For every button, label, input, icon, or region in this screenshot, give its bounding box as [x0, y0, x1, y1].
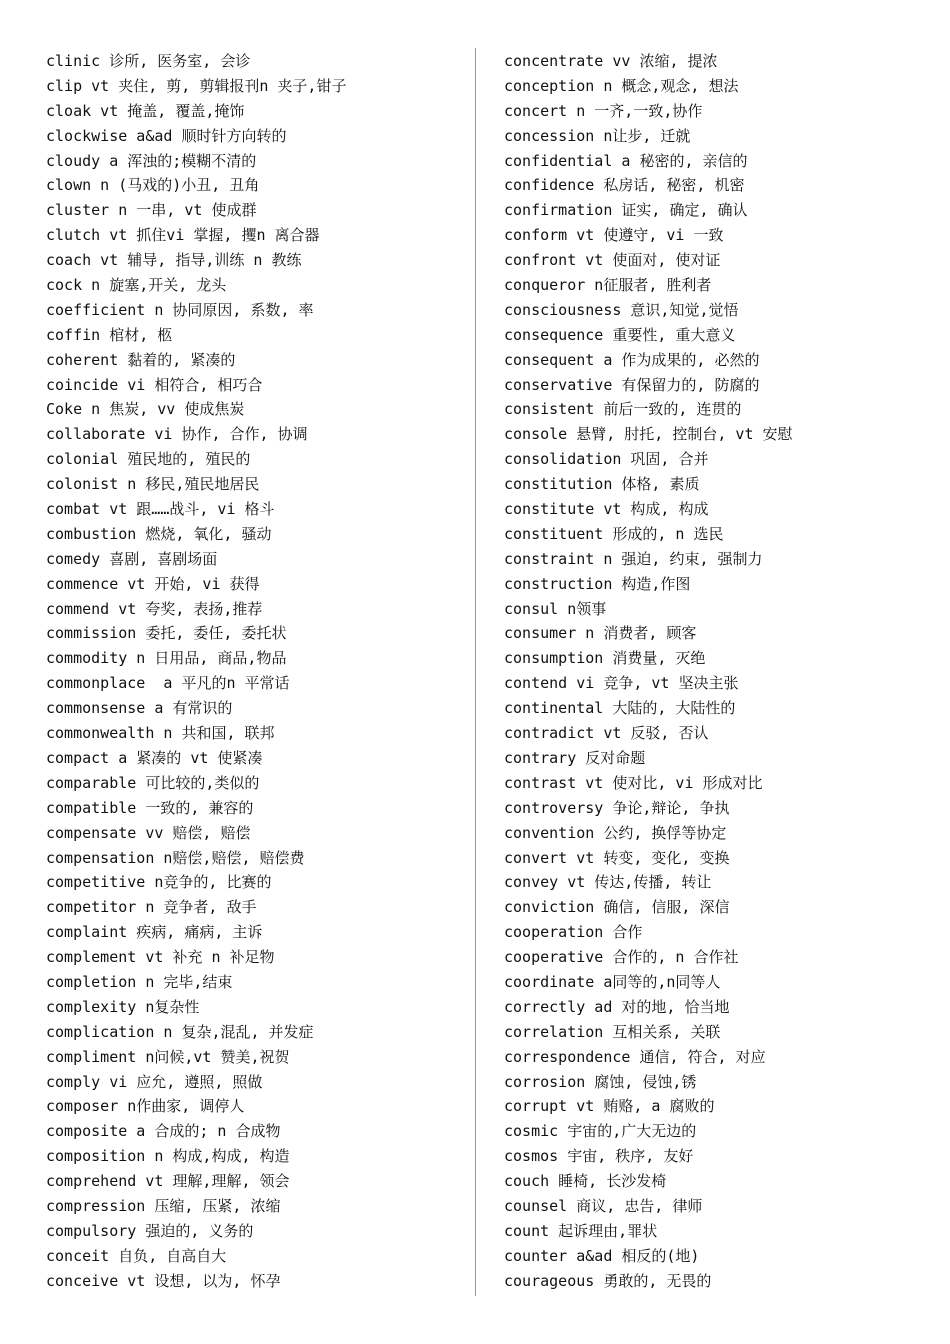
vocabulary-entry: cooperative 合作的, n 合作社: [504, 948, 739, 967]
vocabulary-entry: compliment n问候,vt 赞美,祝贺: [46, 1047, 290, 1066]
vocabulary-entry: commend vt 夸奖, 表扬,推荐: [46, 599, 263, 618]
vocabulary-entry: coach vt 辅导, 指导,训练 n 教练: [46, 251, 302, 270]
left-vocabulary-column: [46, 49, 466, 1294]
vocabulary-entry: correlation 互相关系, 关联: [504, 1022, 721, 1041]
vocabulary-entry: coincide vi 相符合, 相巧合: [46, 375, 263, 394]
vocabulary-entry: corrupt vt 贿赂, a 腐败的: [504, 1097, 715, 1116]
vocabulary-entry: complement vt 补充 n 补足物: [46, 948, 275, 967]
vocabulary-entry: constraint n 强迫, 约束, 强制力: [504, 549, 763, 568]
vocabulary-entry: colonist n 移民,殖民地居民: [46, 475, 260, 494]
column-divider: [475, 48, 476, 1296]
vocabulary-entry: cosmic 宇宙的,广大无边的: [504, 1122, 697, 1141]
vocabulary-entry: confidential a 秘密的, 亲信的: [504, 151, 748, 170]
vocabulary-entry: clutch vt 抓住vi 掌握, 攫n 离合器: [46, 226, 320, 245]
vocabulary-entry: comprehend vt 理解,理解, 领会: [46, 1172, 290, 1191]
vocabulary-entry: confront vt 使面对, 使对证: [504, 251, 721, 270]
vocabulary-entry: consolidation 巩固, 合并: [504, 450, 709, 469]
vocabulary-entry: concert n 一齐,一致,协作: [504, 101, 703, 120]
vocabulary-entry: consul n领事: [504, 599, 607, 618]
vocabulary-entry: collaborate vi 协作, 合作, 协调: [46, 425, 308, 444]
vocabulary-entry: consciousness 意识,知觉,觉悟: [504, 300, 739, 319]
vocabulary-entry: concession n让步, 迁就: [504, 126, 691, 145]
vocabulary-entry: clockwise a&ad 顺时针方向转的: [46, 126, 287, 145]
vocabulary-entry: corrosion 腐蚀, 侵蚀,锈: [504, 1072, 697, 1091]
vocabulary-entry: continental 大陆的, 大陆性的: [504, 699, 736, 718]
vocabulary-entry: cock n 旋塞,开关, 龙头: [46, 276, 227, 295]
vocabulary-entry: contend vi 竞争, vt 坚决主张: [504, 674, 739, 693]
vocabulary-entry: correctly ad 对的地, 恰当地: [504, 997, 730, 1016]
vocabulary-entry: cloak vt 掩盖, 覆盖,掩饰: [46, 101, 245, 120]
vocabulary-entry: commonsense a 有常识的: [46, 699, 233, 718]
vocabulary-entry: commonplace a 平凡的n 平常话: [46, 674, 290, 693]
vocabulary-entry: counter a&ad 相反的(地): [504, 1246, 700, 1265]
vocabulary-entry: constitute vt 构成, 构成: [504, 500, 709, 519]
vocabulary-entry: conqueror n征服者, 胜利者: [504, 276, 712, 295]
vocabulary-entry: counsel 商议, 忠告, 律师: [504, 1196, 703, 1215]
vocabulary-entry: correspondence 通信, 符合, 对应: [504, 1047, 766, 1066]
vocabulary-entry: complexity n复杂性: [46, 997, 200, 1016]
vocabulary-entry: conviction 确信, 信服, 深信: [504, 898, 730, 917]
vocabulary-entry: conservative 有保留力的, 防腐的: [504, 375, 760, 394]
vocabulary-entry: conform vt 使遵守, vi 一致: [504, 226, 724, 245]
vocabulary-entry: cosmos 宇宙, 秩序, 友好: [504, 1147, 694, 1166]
vocabulary-entry: complication n 复杂,混乱, 并发症: [46, 1022, 314, 1041]
vocabulary-entry: compensation n赔偿,赔偿, 赔偿费: [46, 848, 305, 867]
vocabulary-entry: count 起诉理由,罪状: [504, 1221, 658, 1240]
vocabulary-entry: cooperation 合作: [504, 923, 643, 942]
vocabulary-entry: composite a 合成的; n 合成物: [46, 1122, 281, 1141]
vocabulary-entry: colonial 殖民地的, 殖民的: [46, 450, 251, 469]
vocabulary-entry: contradict vt 反驳, 否认: [504, 724, 709, 743]
vocabulary-entry: contrast vt 使对比, vi 形成对比: [504, 773, 763, 792]
vocabulary-entry: construction 构造,作图: [504, 574, 691, 593]
vocabulary-entry: conceit 自负, 自高自大: [46, 1246, 227, 1265]
vocabulary-entry: combat vt 跟……战斗, vi 格斗: [46, 500, 275, 519]
vocabulary-entry: commonwealth n 共和国, 联邦: [46, 724, 275, 743]
vocabulary-entry: console 悬臂, 肘托, 控制台, vt 安慰: [504, 425, 793, 444]
vocabulary-entry: contrary 反对命题: [504, 748, 646, 767]
vocabulary-entry: compression 压缩, 压紧, 浓缩: [46, 1196, 281, 1215]
vocabulary-entry: competitor n 竞争者, 敌手: [46, 898, 257, 917]
vocabulary-entry: convey vt 传达,传播, 转让: [504, 873, 712, 892]
vocabulary-entry: constitution 体格, 素质: [504, 475, 700, 494]
vocabulary-entry: composer n作曲家, 调停人: [46, 1097, 245, 1116]
vocabulary-entry: commission 委托, 委任, 委托状: [46, 624, 287, 643]
vocabulary-entry: clown n (马戏的)小丑, 丑角: [46, 176, 260, 195]
vocabulary-entry: compensate vv 赔偿, 赔偿: [46, 823, 251, 842]
vocabulary-entry: consequence 重要性, 重大意义: [504, 325, 736, 344]
vocabulary-entry: composition n 构成,构成, 构造: [46, 1147, 290, 1166]
vocabulary-entry: consistent 前后一致的, 连贯的: [504, 400, 742, 419]
vocabulary-entry: couch 睡椅, 长沙发椅: [504, 1172, 667, 1191]
vocabulary-entry: commodity n 日用品, 商品,物品: [46, 649, 287, 668]
vocabulary-entry: combustion 燃烧, 氧化, 骚动: [46, 524, 272, 543]
vocabulary-entry: confirmation 证实, 确定, 确认: [504, 201, 748, 220]
vocabulary-entry: convert vt 转变, 变化, 变换: [504, 848, 730, 867]
vocabulary-entry: Coke n 焦炭, vv 使成焦炭: [46, 400, 245, 419]
vocabulary-entry: consumption 消费量, 灭绝: [504, 649, 706, 668]
vocabulary-entry: coffin 棺材, 柩: [46, 325, 173, 344]
vocabulary-entry: consequent a 作为成果的, 必然的: [504, 350, 760, 369]
vocabulary-entry: complaint 疾病, 痛病, 主诉: [46, 923, 263, 942]
vocabulary-entry: convention 公约, 换俘等协定: [504, 823, 727, 842]
vocabulary-entry: commence vt 开始, vi 获得: [46, 574, 260, 593]
vocabulary-entry: coherent 黏着的, 紧凑的: [46, 350, 236, 369]
vocabulary-entry: concentrate vv 浓缩, 提浓: [504, 52, 718, 70]
vocabulary-entry: competitive n竞争的, 比赛的: [46, 873, 272, 892]
vocabulary-entry: controversy 争论,辩论, 争执: [504, 798, 730, 817]
vocabulary-entry: coordinate a同等的,n同等人: [504, 972, 721, 991]
vocabulary-entry: cloudy a 浑浊的;模糊不清的: [46, 151, 257, 170]
vocabulary-entry: clip vt 夹住, 剪, 剪辑报刊n 夹子,钳子: [46, 76, 347, 95]
vocabulary-entry: clinic 诊所, 医务室, 会诊: [46, 52, 251, 70]
vocabulary-entry: comply vi 应允, 遵照, 照做: [46, 1072, 263, 1091]
vocabulary-entry: coefficient n 协同原因, 系数, 率: [46, 300, 314, 319]
right-vocabulary-column: [504, 49, 934, 1294]
vocabulary-entry: conceive vt 设想, 以为, 怀孕: [46, 1271, 281, 1290]
vocabulary-entry: cluster n 一串, vt 使成群: [46, 201, 257, 220]
vocabulary-entry: comparable 可比较的,类似的: [46, 773, 260, 792]
vocabulary-entry: constituent 形成的, n 选民: [504, 524, 724, 543]
vocabulary-entry: completion n 完毕,结束: [46, 972, 233, 991]
vocabulary-entry: compulsory 强迫的, 义务的: [46, 1221, 254, 1240]
vocabulary-entry: compact a 紧凑的 vt 使紧凑: [46, 748, 263, 767]
vocabulary-entry: conception n 概念,观念, 想法: [504, 76, 739, 95]
vocabulary-entry: consumer n 消费者, 顾客: [504, 624, 697, 643]
vocabulary-entry: courageous 勇敢的, 无畏的: [504, 1271, 712, 1290]
vocabulary-entry: compatible 一致的, 兼容的: [46, 798, 254, 817]
vocabulary-entry: confidence 私房话, 秘密, 机密: [504, 176, 745, 195]
vocabulary-entry: comedy 喜剧, 喜剧场面: [46, 549, 218, 568]
